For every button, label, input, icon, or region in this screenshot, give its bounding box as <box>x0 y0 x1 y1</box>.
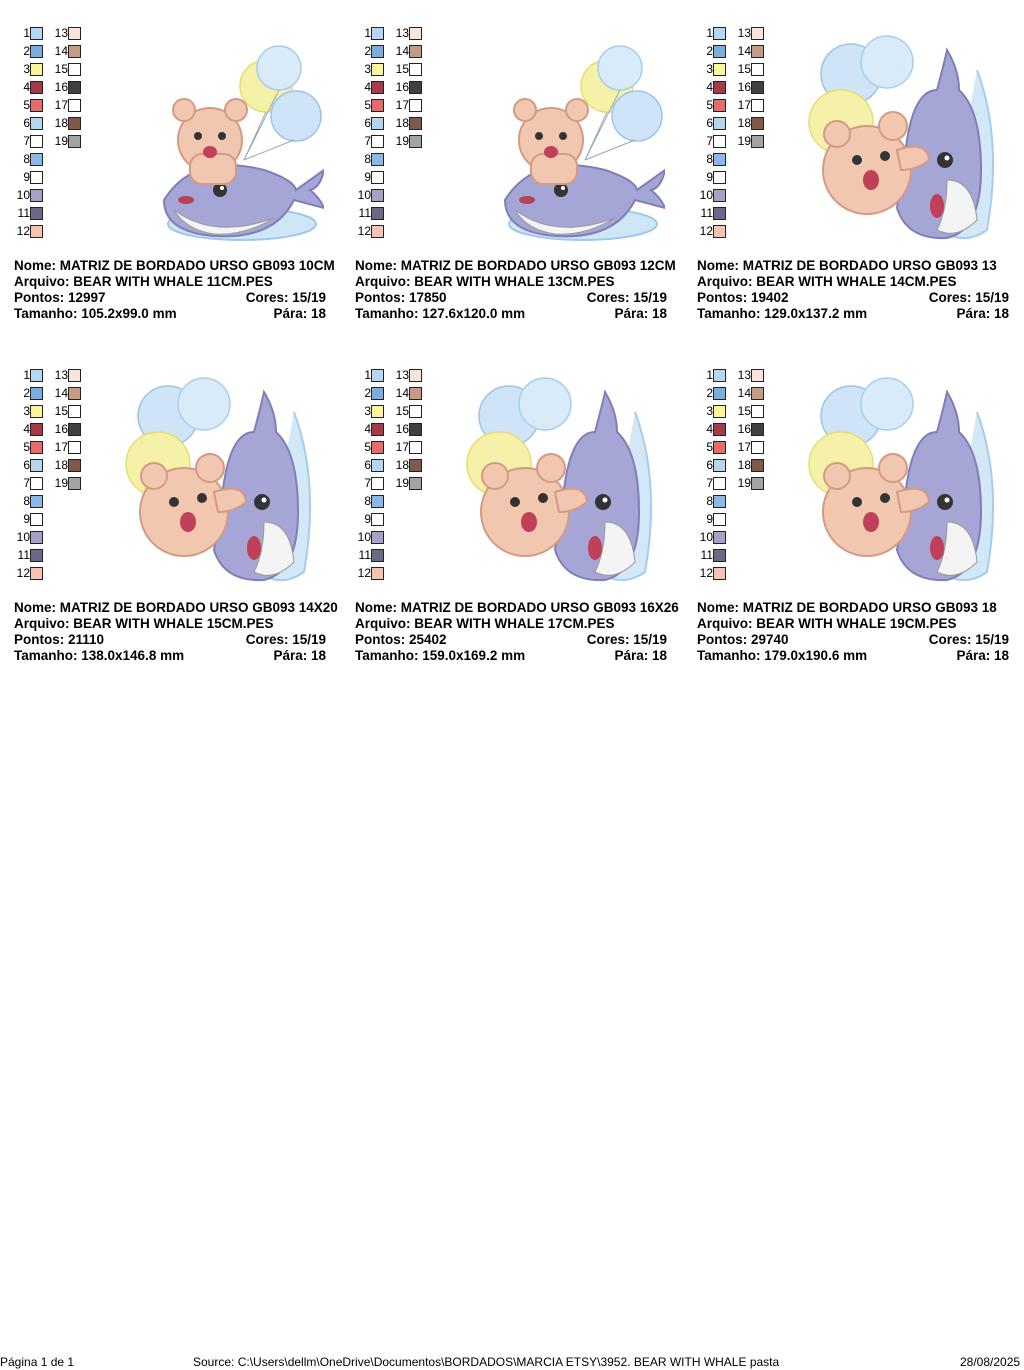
color-swatch-box <box>713 225 726 238</box>
design-card <box>697 368 1024 698</box>
design-file: Arquivo: BEAR WITH WHALE 19CM.PES <box>697 616 957 631</box>
color-swatch-box <box>371 495 384 508</box>
color-swatch-box <box>30 225 43 238</box>
color-swatch-box <box>713 495 726 508</box>
design-card <box>355 368 696 698</box>
design-size: Tamanho: 127.6x120.0 mm <box>355 306 526 321</box>
color-swatch-box <box>30 495 43 508</box>
design-colors: Cores: 15/19 <box>928 632 1009 647</box>
design-preview <box>124 40 324 265</box>
color-swatch-number: 11 <box>700 548 713 562</box>
color-swatch-number: 15 <box>395 62 409 76</box>
color-swatch-box <box>68 99 81 112</box>
color-swatch-box <box>751 99 764 112</box>
color-swatch-box <box>371 513 384 526</box>
source-path: Source: C:\Users\dellm\OneDrive\Documentos\BORDADOS\MARCIA ETSY\3952. BEAR WITH WHALE pasta <box>193 1355 780 1369</box>
color-swatch-number: 17 <box>54 440 68 454</box>
design-name: Nome: MATRIZ DE BORDADO URSO GB093 12CM <box>355 258 676 273</box>
color-swatch-list <box>14 26 94 256</box>
design-stops: Pára: 18 <box>956 648 1009 663</box>
color-swatch-number: 1 <box>706 26 713 40</box>
color-swatch-box <box>68 117 81 130</box>
color-swatch-number: 4 <box>706 80 713 94</box>
color-swatch-number: 6 <box>706 458 713 472</box>
color-swatch-number: 7 <box>706 134 713 148</box>
design-stops: Pára: 18 <box>956 306 1009 321</box>
color-swatch-number: 9 <box>706 170 713 184</box>
color-swatch-number: 8 <box>706 494 713 508</box>
color-swatch-number: 9 <box>706 512 713 526</box>
color-swatch-box <box>30 567 43 580</box>
color-swatch-number: 19 <box>395 476 409 490</box>
design-stitches: Pontos: 21110 <box>14 632 105 647</box>
design-stops: Pára: 18 <box>273 306 326 321</box>
design-file: Arquivo: BEAR WITH WHALE 14CM.PES <box>697 274 957 289</box>
color-swatch-box <box>409 135 422 148</box>
design-preview-image <box>455 372 665 592</box>
design-card <box>14 368 355 698</box>
color-swatch-number: 18 <box>737 116 751 130</box>
color-swatch-number: 13 <box>54 368 68 382</box>
color-swatch-box <box>371 225 384 238</box>
color-swatch-number: 10 <box>16 530 30 544</box>
design-stops: Pára: 18 <box>273 648 326 663</box>
color-swatch-box <box>409 477 422 490</box>
color-swatch-number: 5 <box>23 440 30 454</box>
color-swatch-box <box>713 189 726 202</box>
design-preview-image <box>465 40 665 260</box>
color-swatch-number: 15 <box>737 404 751 418</box>
color-swatch-box <box>751 459 764 472</box>
color-swatch-number: 1 <box>364 368 371 382</box>
color-swatch-box <box>713 171 726 184</box>
color-swatch-box <box>751 135 764 148</box>
color-swatch-list <box>355 26 435 256</box>
color-swatch-box <box>371 207 384 220</box>
color-swatch-number: 1 <box>706 368 713 382</box>
color-swatch-number: 17 <box>737 440 751 454</box>
color-swatch-number: 3 <box>706 62 713 76</box>
color-swatch-number: 2 <box>364 44 371 58</box>
design-stitches: Pontos: 25402 <box>355 632 447 647</box>
color-swatch-box <box>30 153 43 166</box>
color-swatch-number: 14 <box>54 44 68 58</box>
color-swatch-number: 2 <box>706 386 713 400</box>
color-swatch-number: 10 <box>357 530 371 544</box>
color-swatch-box <box>409 423 422 436</box>
design-preview <box>114 372 324 597</box>
color-swatch-box <box>371 171 384 184</box>
color-swatch-box <box>409 117 422 130</box>
design-colors: Cores: 15/19 <box>586 290 667 305</box>
color-swatch-box <box>68 405 81 418</box>
design-name: Nome: MATRIZ DE BORDADO URSO GB093 18 <box>697 600 997 615</box>
design-card <box>14 26 355 356</box>
color-swatch-box <box>30 189 43 202</box>
color-swatch-number: 2 <box>23 44 30 58</box>
color-swatch-number: 12 <box>357 566 371 580</box>
color-swatch-number: 1 <box>23 368 30 382</box>
color-swatch-box <box>68 477 81 490</box>
color-swatch-box <box>68 63 81 76</box>
color-swatch-list <box>697 26 777 256</box>
color-swatch-number: 11 <box>700 206 713 220</box>
color-swatch-number: 1 <box>364 26 371 40</box>
color-swatch-box <box>409 27 422 40</box>
color-swatch-number: 16 <box>54 422 68 436</box>
design-colors: Cores: 15/19 <box>586 632 667 647</box>
color-swatch-number: 12 <box>16 566 30 580</box>
color-swatch-box <box>713 207 726 220</box>
color-swatch-list <box>697 368 777 598</box>
color-swatch-number: 2 <box>364 386 371 400</box>
color-swatch-number: 15 <box>54 62 68 76</box>
color-swatch-number: 18 <box>737 458 751 472</box>
design-preview <box>465 40 665 265</box>
color-swatch-number: 17 <box>395 98 409 112</box>
color-swatch-number: 12 <box>357 224 371 238</box>
color-swatch-number: 14 <box>395 44 409 58</box>
color-swatch-number: 3 <box>364 62 371 76</box>
color-swatch-number: 6 <box>23 458 30 472</box>
color-swatch-number: 13 <box>737 26 751 40</box>
color-swatch-number: 13 <box>737 368 751 382</box>
design-name: Nome: MATRIZ DE BORDADO URSO GB093 14X20 <box>14 600 338 615</box>
color-swatch-box <box>751 117 764 130</box>
color-swatch-number: 18 <box>54 116 68 130</box>
color-swatch-number: 9 <box>364 170 371 184</box>
color-swatch-list <box>14 368 94 598</box>
color-swatch-box <box>751 45 764 58</box>
color-swatch-number: 9 <box>364 512 371 526</box>
color-swatch-box <box>409 459 422 472</box>
color-swatch-box <box>751 477 764 490</box>
color-swatch-box <box>68 45 81 58</box>
color-swatch-number: 4 <box>23 80 30 94</box>
color-swatch-number: 4 <box>364 422 371 436</box>
design-colors: Cores: 15/19 <box>245 632 326 647</box>
design-preview-image <box>124 40 324 260</box>
color-swatch-number: 7 <box>364 476 371 490</box>
color-swatch-box <box>409 45 422 58</box>
color-swatch-box <box>409 81 422 94</box>
color-swatch-number: 18 <box>395 116 409 130</box>
design-preview-image <box>797 30 1007 250</box>
color-swatch-box <box>751 423 764 436</box>
color-swatch-box <box>371 567 384 580</box>
color-swatch-number: 4 <box>23 422 30 436</box>
color-swatch-number: 4 <box>706 422 713 436</box>
color-swatch-box <box>713 531 726 544</box>
color-swatch-number: 11 <box>17 548 30 562</box>
color-swatch-number: 17 <box>737 98 751 112</box>
design-size: Tamanho: 105.2x99.0 mm <box>14 306 177 321</box>
color-swatch-number: 8 <box>706 152 713 166</box>
color-swatch-number: 15 <box>395 404 409 418</box>
color-swatch-box <box>751 405 764 418</box>
color-swatch-number: 16 <box>54 80 68 94</box>
design-file: Arquivo: BEAR WITH WHALE 11CM.PES <box>14 274 273 289</box>
color-swatch-number: 5 <box>706 440 713 454</box>
design-stops: Pára: 18 <box>614 306 667 321</box>
design-stops: Pára: 18 <box>614 648 667 663</box>
color-swatch-number: 6 <box>364 458 371 472</box>
design-name: Nome: MATRIZ DE BORDADO URSO GB093 13 <box>697 258 997 273</box>
color-swatch-list <box>355 368 435 598</box>
color-swatch-box <box>68 441 81 454</box>
color-swatch-number: 15 <box>737 62 751 76</box>
color-swatch-box <box>409 405 422 418</box>
color-swatch-number: 19 <box>54 476 68 490</box>
page-number: Página 1 de 1 <box>0 1355 75 1369</box>
color-swatch-number: 3 <box>706 404 713 418</box>
color-swatch-number: 11 <box>358 548 371 562</box>
color-swatch-number: 10 <box>16 188 30 202</box>
color-swatch-number: 10 <box>699 188 713 202</box>
color-swatch-box <box>409 387 422 400</box>
design-size: Tamanho: 129.0x137.2 mm <box>697 306 868 321</box>
color-swatch-box <box>68 369 81 382</box>
color-swatch-box <box>713 153 726 166</box>
design-size: Tamanho: 138.0x146.8 mm <box>14 648 185 663</box>
design-preview <box>797 30 1007 255</box>
color-swatch-number: 5 <box>364 98 371 112</box>
design-name: Nome: MATRIZ DE BORDADO URSO GB093 10CM <box>14 258 335 273</box>
color-swatch-number: 19 <box>737 476 751 490</box>
design-size: Tamanho: 179.0x190.6 mm <box>697 648 868 663</box>
color-swatch-number: 17 <box>395 440 409 454</box>
design-colors: Cores: 15/19 <box>928 290 1009 305</box>
color-swatch-number: 5 <box>364 440 371 454</box>
color-swatch-number: 14 <box>737 44 751 58</box>
color-swatch-number: 2 <box>23 386 30 400</box>
color-swatch-box <box>30 549 43 562</box>
color-swatch-box <box>68 135 81 148</box>
color-swatch-box <box>30 171 43 184</box>
color-swatch-number: 13 <box>395 26 409 40</box>
color-swatch-number: 15 <box>54 404 68 418</box>
color-swatch-box <box>751 63 764 76</box>
color-swatch-number: 8 <box>364 152 371 166</box>
design-stitches: Pontos: 29740 <box>697 632 789 647</box>
color-swatch-number: 6 <box>706 116 713 130</box>
color-swatch-number: 8 <box>23 152 30 166</box>
design-preview-image <box>114 372 324 592</box>
color-swatch-number: 7 <box>364 134 371 148</box>
color-swatch-number: 10 <box>357 188 371 202</box>
color-swatch-box <box>409 369 422 382</box>
design-file: Arquivo: BEAR WITH WHALE 13CM.PES <box>355 274 615 289</box>
color-swatch-box <box>30 513 43 526</box>
color-swatch-number: 18 <box>54 458 68 472</box>
color-swatch-number: 19 <box>395 134 409 148</box>
color-swatch-number: 17 <box>54 98 68 112</box>
color-swatch-box <box>751 369 764 382</box>
color-swatch-number: 12 <box>699 566 713 580</box>
design-preview <box>797 372 1007 597</box>
color-swatch-number: 16 <box>395 80 409 94</box>
color-swatch-box <box>409 441 422 454</box>
design-name: Nome: MATRIZ DE BORDADO URSO GB093 16X26 <box>355 600 679 615</box>
design-stitches: Pontos: 19402 <box>697 290 789 305</box>
color-swatch-box <box>68 387 81 400</box>
color-swatch-number: 13 <box>395 368 409 382</box>
color-swatch-box <box>371 531 384 544</box>
color-swatch-number: 9 <box>23 170 30 184</box>
color-swatch-number: 3 <box>23 404 30 418</box>
color-swatch-box <box>751 27 764 40</box>
color-swatch-number: 7 <box>23 134 30 148</box>
color-swatch-box <box>713 567 726 580</box>
color-swatch-number: 12 <box>16 224 30 238</box>
color-swatch-number: 6 <box>23 116 30 130</box>
color-swatch-number: 7 <box>23 476 30 490</box>
color-swatch-number: 18 <box>395 458 409 472</box>
color-swatch-number: 14 <box>737 386 751 400</box>
design-card <box>355 26 696 356</box>
color-swatch-number: 3 <box>23 62 30 76</box>
design-colors: Cores: 15/19 <box>245 290 326 305</box>
design-file: Arquivo: BEAR WITH WHALE 15CM.PES <box>14 616 274 631</box>
color-swatch-number: 16 <box>395 422 409 436</box>
color-swatch-number: 14 <box>54 386 68 400</box>
color-swatch-number: 19 <box>54 134 68 148</box>
color-swatch-number: 3 <box>364 404 371 418</box>
design-stitches: Pontos: 12997 <box>14 290 106 305</box>
color-swatch-number: 14 <box>395 386 409 400</box>
color-swatch-box <box>68 81 81 94</box>
color-swatch-box <box>68 27 81 40</box>
color-swatch-box <box>371 549 384 562</box>
color-swatch-box <box>713 549 726 562</box>
color-swatch-box <box>371 189 384 202</box>
color-swatch-number: 8 <box>364 494 371 508</box>
design-stitches: Pontos: 17850 <box>355 290 447 305</box>
color-swatch-number: 16 <box>737 422 751 436</box>
color-swatch-number: 11 <box>17 206 30 220</box>
design-file: Arquivo: BEAR WITH WHALE 17CM.PES <box>355 616 615 631</box>
color-swatch-box <box>30 531 43 544</box>
color-swatch-number: 11 <box>358 206 371 220</box>
design-card <box>697 26 1024 356</box>
design-preview-image <box>797 372 1007 592</box>
color-swatch-number: 2 <box>706 44 713 58</box>
color-swatch-number: 1 <box>23 26 30 40</box>
color-swatch-box <box>68 423 81 436</box>
color-swatch-number: 4 <box>364 80 371 94</box>
color-swatch-number: 19 <box>737 134 751 148</box>
color-swatch-number: 7 <box>706 476 713 490</box>
color-swatch-number: 6 <box>364 116 371 130</box>
color-swatch-box <box>751 81 764 94</box>
color-swatch-box <box>409 99 422 112</box>
color-swatch-number: 10 <box>699 530 713 544</box>
color-swatch-box <box>751 441 764 454</box>
color-swatch-number: 8 <box>23 494 30 508</box>
design-preview <box>455 372 665 597</box>
color-swatch-number: 5 <box>23 98 30 112</box>
color-swatch-number: 12 <box>699 224 713 238</box>
color-swatch-box <box>30 207 43 220</box>
design-size: Tamanho: 159.0x169.2 mm <box>355 648 526 663</box>
color-swatch-box <box>371 153 384 166</box>
print-date: 28/08/2025 <box>960 1355 1021 1369</box>
color-swatch-box <box>713 513 726 526</box>
color-swatch-number: 16 <box>737 80 751 94</box>
color-swatch-box <box>68 459 81 472</box>
color-swatch-box <box>409 63 422 76</box>
color-swatch-box <box>751 387 764 400</box>
color-swatch-number: 13 <box>54 26 68 40</box>
color-swatch-number: 5 <box>706 98 713 112</box>
color-swatch-number: 9 <box>23 512 30 526</box>
